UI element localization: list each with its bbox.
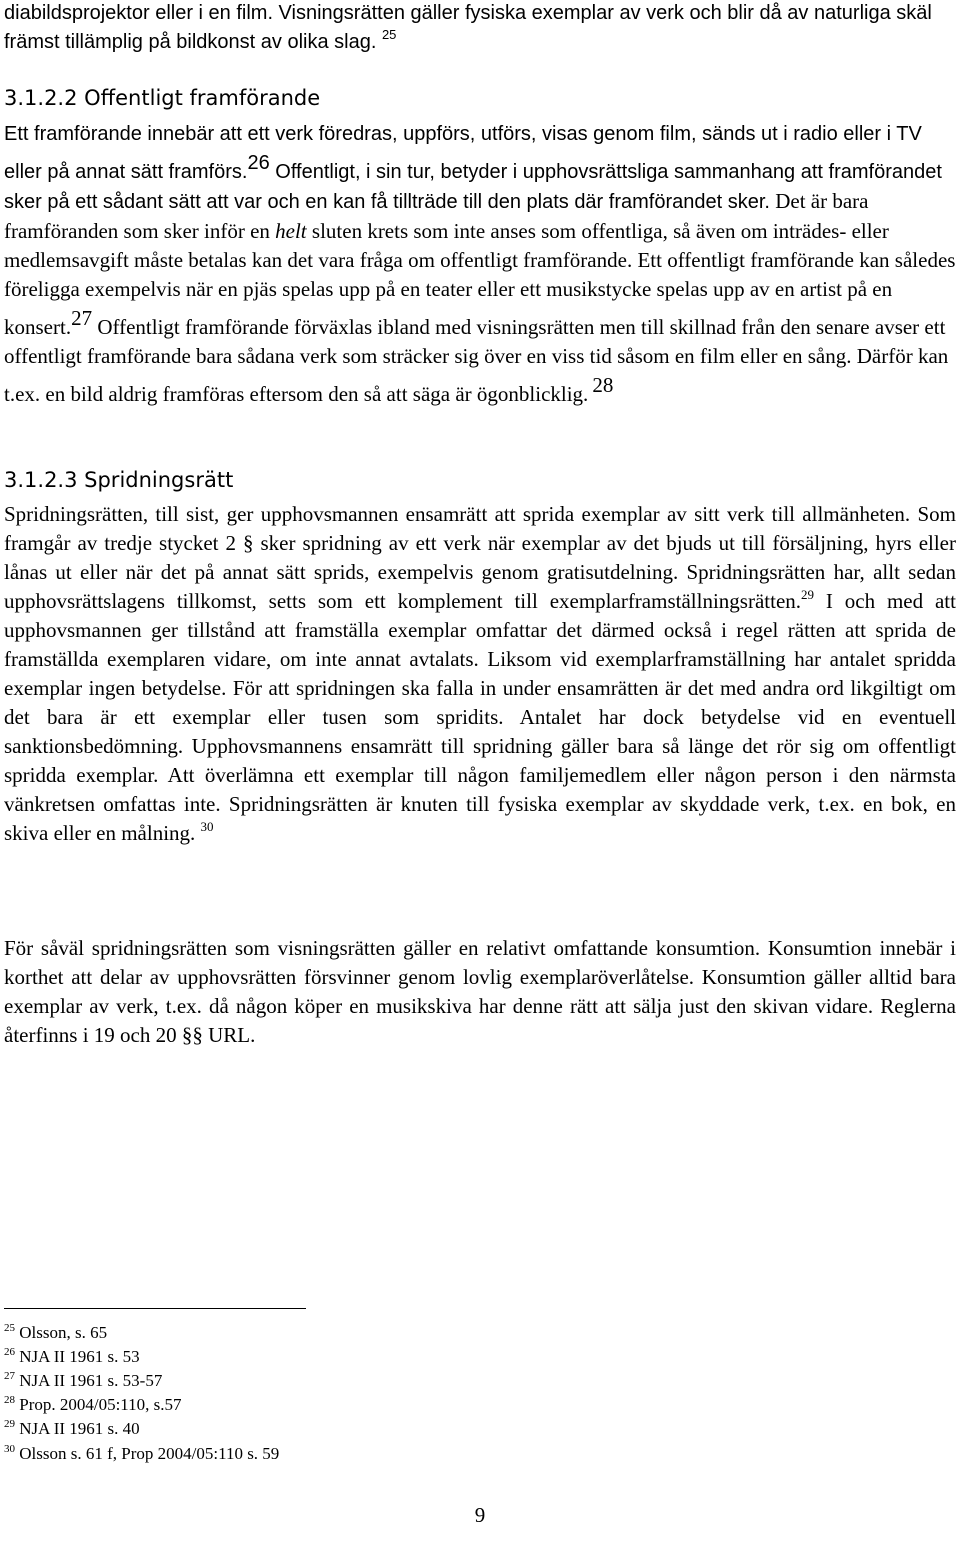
footnote-ref-29: 29 xyxy=(801,587,815,602)
footnote-text: NJA II 1961 s. 53 xyxy=(19,1347,140,1366)
footnote-ref-30: 30 xyxy=(200,819,214,834)
section-3122-text-d: sluten krets som inte anses som offentliga, så även om inträdes- eller medlemsavgift måste betalas kan det vara fråga om offentligt framförande. Ett offentligt framförande kan således föreligga exempelvis när en pjäs spelas upp på en teater eller ett musikstycke spelas upp av en artist på en konsert. xyxy=(4,219,956,339)
section-3122-body xyxy=(4,120,956,409)
footnote-28 xyxy=(4,1394,182,1416)
section-3122-text-b: Offentligt, i sin tur, betyder i upphovsrättsliga sammanhang att framförandet sker på ett sådant sätt att var och en kan få tillträde till den plats där framförandet sker. xyxy=(4,161,942,213)
section-3123-paragraph-1 xyxy=(4,500,956,848)
footnote-30 xyxy=(4,1443,279,1465)
footnote-text: Olsson s. 61 f, Prop 2004/05:110 s. 59 xyxy=(19,1444,280,1463)
section-3122-text-e: Offentligt framförande förväxlas ibland med visningsrätten men till skillnad från den senare avser ett offentligt framförande bara sådana verk som sträcker sig över en viss tid såsom en film eller en sång. Därför kan t.ex. en bild aldrig framföras eftersom den så att säga är ögonblicklig. xyxy=(4,315,949,406)
footnote-text: NJA II 1961 s. 53-57 xyxy=(19,1371,163,1390)
footnote-26 xyxy=(4,1346,140,1368)
footnote-number: 26 xyxy=(4,1346,15,1358)
section-3122-text-c: Det är bara framföranden som sker inför en xyxy=(4,189,869,243)
footnote-text: Prop. 2004/05:110, s.57 xyxy=(19,1395,182,1414)
footnote-text: NJA II 1961 s. 40 xyxy=(19,1419,140,1438)
footnote-number: 30 xyxy=(4,1443,15,1455)
section-3123-paragraph-2: För såväl spridningsrätten som visningsrätten gäller en relativt omfattande konsumtion. Konsumtion innebär i korthet att delar av upphovsrätten försvinner genom lovlig exemplaröverlåtelse. Konsumtion gäller alltid bara exemplar av verk, t.ex. då någon köper en musikskiva har denne rätt att sälja just den skivan vidare. Reglerna återfinns i 19 och 20 §§ URL. xyxy=(4,936,956,1047)
section-3123-text-a: Spridningsrätten, till sist, ger upphovsmannen ensamrätt att sprida exemplar av sitt verk till allmänheten. Som framgår av tredje stycket 2 § sker spridning av ett verk när exemplar av det bjuds ut till försäljning, hyrs eller lånas ut eller när det på annat sätt sprids, exempelvis genom gratisutdelning. Spridningsrätten har, allt sedan upphovsrättslagens tillkomst, setts som ett komplement till exemplarframställningsrätten. xyxy=(4,502,956,613)
section-3122-text-a: Ett framförande innebär att ett verk föredras, uppförs, utförs, visas genom film, sänds ut i radio eller i TV eller på annat sätt framförs. xyxy=(4,123,922,183)
intro-paragraph xyxy=(4,0,956,57)
footnote-number: 28 xyxy=(4,1394,15,1406)
footnote-separator xyxy=(4,1308,306,1309)
footnote-number: 25 xyxy=(4,1322,15,1334)
footnote-29 xyxy=(4,1418,140,1440)
section-heading-3122: 3.1.2.2 Offentligt framförande xyxy=(4,86,321,110)
footnote-25 xyxy=(4,1322,107,1344)
intro-text: diabildsprojektor eller i en film. Visningsrätten gäller fysiska exemplar av verk och blir då av naturliga skäl främst tillämplig på bildkonst av olika slag. xyxy=(4,2,932,53)
footnote-ref-25: 25 xyxy=(381,27,397,42)
footnote-ref-27: 27 xyxy=(71,306,93,330)
footnote-number: 27 xyxy=(4,1370,15,1382)
footnote-27 xyxy=(4,1370,162,1392)
section-3123-text-b: I och med att upphovsmannen ger tillstånd att framställa exemplar omfattar det därmed också i regel rätten att sprida de framställda exemplaren vidare, om inte annat avtalats. Liksom vid exemplarframställning har antalet spridda exemplar ingen betydelse. För att spridningen ska falla in under ensamrätten är det med andra ord likgiltigt om det bara är ett exemplar eller tusen som spridits. Antalet har dock betydelse vid en eventuell sanktionsbedömning. Upphovsmannens ensamrätt till spridning gäller bara så länge det rör sig om offentligt spridda exemplar. Att överlämna ett exemplar till någon familjemedlem eller någon person i den närmsta vänkretsen omfattas inte. Spridningsrätten är knuten till fysiska exemplar av skyddade verk, t.ex. en bok, en skiva eller en målning. xyxy=(4,589,956,845)
footnote-ref-28: 28 xyxy=(592,373,614,397)
footnote-text: Olsson, s. 65 xyxy=(19,1323,108,1342)
footnote-number: 29 xyxy=(4,1418,15,1430)
section-3122-italic: helt xyxy=(275,219,307,243)
page-number: 9 xyxy=(474,1503,486,1527)
footnote-ref-26: 26 xyxy=(247,152,270,174)
section-heading-3123: 3.1.2.3 Spridningsrätt xyxy=(4,468,234,492)
